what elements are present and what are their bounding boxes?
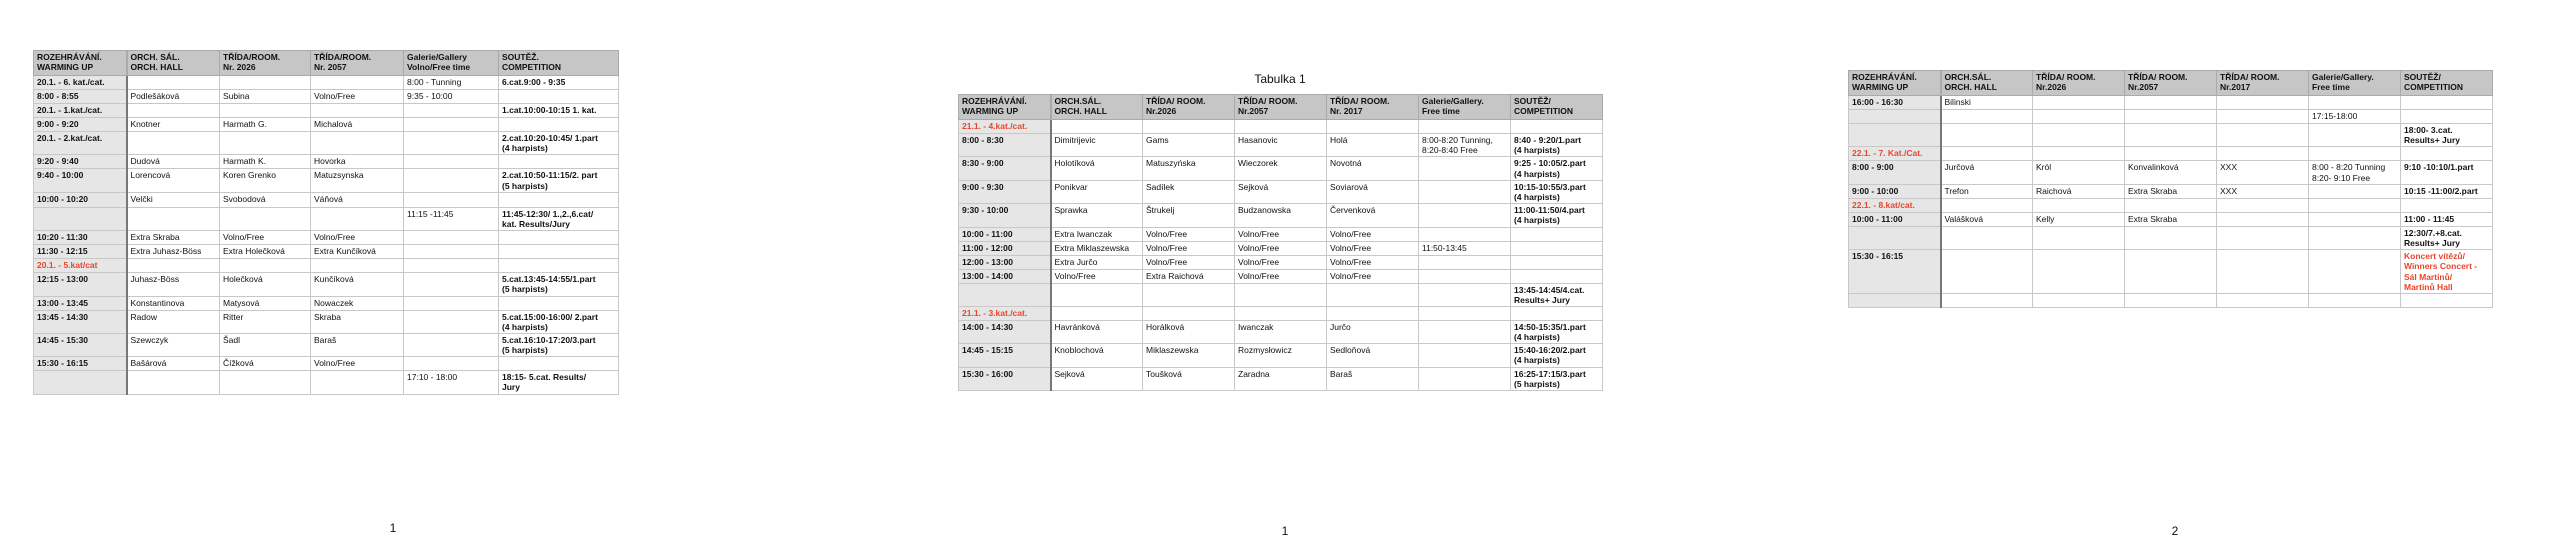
time-cell: 11:30 - 12:15 bbox=[34, 245, 127, 259]
table-cell: Kelly bbox=[2033, 212, 2125, 226]
table-cell bbox=[2309, 184, 2401, 198]
table-cell bbox=[2217, 96, 2309, 110]
table-row bbox=[1849, 161, 2493, 184]
table-cell bbox=[2309, 212, 2401, 226]
table-cell bbox=[2125, 198, 2217, 212]
time-cell: 20.1. - 5.kat/cat bbox=[34, 259, 127, 273]
column-header: SOUTĚŽ. COMPETITION bbox=[499, 51, 619, 76]
table-cell: Volno/Free bbox=[1235, 255, 1327, 269]
page-number: 1 bbox=[389, 521, 397, 535]
time-cell: 15:30 - 16:15 bbox=[1849, 250, 1941, 294]
column-header: ROZEHRÁVÁNÍ. WARMING UP bbox=[34, 51, 127, 76]
column-header: TŘÍDA/ROOM. Nr. 2026 bbox=[220, 51, 311, 76]
column-header: TŘÍDA/ ROOM. Nr. 2017 bbox=[1327, 95, 1419, 120]
time-cell: 13:45 - 14:30 bbox=[34, 310, 127, 333]
competition-cell bbox=[2401, 198, 2493, 212]
table-cell: Volno/Free bbox=[1235, 227, 1327, 241]
table-cell bbox=[2033, 250, 2125, 294]
time-cell: 20.1. - 1.kat./cat. bbox=[34, 104, 127, 118]
table-cell: 17:10 - 18:00 bbox=[404, 371, 499, 394]
competition-cell: 5.cat.16:10-17:20/3.part (5 harpists) bbox=[499, 333, 619, 356]
table-cell: Juhasz-Böss bbox=[127, 273, 220, 296]
table-cell: Baraš bbox=[311, 333, 404, 356]
time-cell: 12:00 - 13:00 bbox=[959, 255, 1051, 269]
table-cell: Subina bbox=[220, 90, 311, 104]
column-header: Galerie/Gallery. Free time bbox=[1419, 95, 1511, 120]
table-cell: Lorencová bbox=[127, 169, 220, 192]
table-cell: Červenková bbox=[1327, 204, 1419, 227]
page-number: 1 bbox=[1281, 524, 1289, 538]
competition-cell: 5.cat.15:00-16:00/ 2.part (4 harpists) bbox=[499, 310, 619, 333]
column-header: ORCH.SÁL. ORCH. HALL bbox=[1941, 71, 2033, 96]
table-cell: Konvalinková bbox=[2125, 161, 2217, 184]
competition-cell: 1.cat.10:00-10:15 1. kat. bbox=[499, 104, 619, 118]
table-cell: Rozmysłowicz bbox=[1235, 344, 1327, 367]
table-cell bbox=[2217, 147, 2309, 161]
table-cell bbox=[2033, 293, 2125, 307]
table-cell: Matuzsynska bbox=[311, 169, 404, 192]
column-header: TŘÍDA/ROOM. Nr. 2057 bbox=[311, 51, 404, 76]
table-cell: Baraš bbox=[1327, 367, 1419, 390]
table-cell: Knoblochová bbox=[1051, 344, 1143, 367]
competition-cell: 16:25-17:15/3.part (5 harpists) bbox=[1511, 367, 1603, 390]
time-cell: 8:00 - 8:30 bbox=[959, 134, 1051, 157]
table-cell bbox=[2033, 124, 2125, 147]
table-cell: 9:35 - 10:00 bbox=[404, 90, 499, 104]
table-cell bbox=[1941, 226, 2033, 249]
competition-cell: Koncert vítězů/ Winners Concert - Sál Martinů/ Martinů Hall bbox=[2401, 250, 2493, 294]
time-cell: 8:00 - 8:55 bbox=[34, 90, 127, 104]
table-cell: Volno/Free bbox=[1143, 241, 1235, 255]
table-cell: Ritter bbox=[220, 310, 311, 333]
time-cell: 14:00 - 14:30 bbox=[959, 320, 1051, 343]
competition-cell: 15:40-16:20/2.part (4 harpists) bbox=[1511, 344, 1603, 367]
competition-cell: 8:40 - 9:20/1.part (4 harpists) bbox=[1511, 134, 1603, 157]
competition-cell bbox=[2401, 293, 2493, 307]
competition-cell: 2.cat.10:20-10:45/ 1.part (4 harpists) bbox=[499, 132, 619, 155]
table-cell: Volno/Free bbox=[1327, 227, 1419, 241]
time-cell: 9:20 - 9:40 bbox=[34, 155, 127, 169]
column-header: TŘÍDA/ ROOM. Nr.2026 bbox=[1143, 95, 1235, 120]
table-row bbox=[1849, 250, 2493, 294]
table-cell: Knotner bbox=[127, 118, 220, 132]
table-cell bbox=[2217, 124, 2309, 147]
table-cell: Holotíková bbox=[1051, 157, 1143, 180]
table-cell bbox=[2309, 96, 2401, 110]
competition-cell: 11:45-12:30/ 1.,2.,6.cat/ kat. Results/Jury bbox=[499, 207, 619, 230]
table-cell: Wieczorek bbox=[1235, 157, 1327, 180]
table-cell: Trefon bbox=[1941, 184, 2033, 198]
table-cell: Soviarová bbox=[1327, 180, 1419, 203]
time-cell: 14:45 - 15:15 bbox=[959, 344, 1051, 367]
competition-cell bbox=[2401, 110, 2493, 124]
table-cell bbox=[2033, 110, 2125, 124]
table-cell: Harmath K. bbox=[220, 155, 311, 169]
table-cell: Velčki bbox=[127, 192, 220, 207]
table-cell bbox=[2217, 250, 2309, 294]
table-cell: Extra Juhasz-Böss bbox=[127, 245, 220, 259]
time-cell: 15:30 - 16:00 bbox=[959, 367, 1051, 390]
table-cell bbox=[1941, 198, 2033, 212]
table-cell: Havránková bbox=[1051, 320, 1143, 343]
table-cell: Matysová bbox=[220, 296, 311, 310]
table-cell: Extra Skraba bbox=[2125, 212, 2217, 226]
table-cell: Volno/Free bbox=[1143, 255, 1235, 269]
table-cell: Extra Miklaszewska bbox=[1051, 241, 1143, 255]
table-cell bbox=[2217, 198, 2309, 212]
table-row bbox=[1849, 110, 2493, 124]
table-cell: Sejková bbox=[1235, 180, 1327, 203]
time-cell: 21.1. - 3.kat./cat. bbox=[959, 306, 1051, 320]
table-row bbox=[1849, 184, 2493, 198]
table-cell: Toušková bbox=[1143, 367, 1235, 390]
table-cell: Michalová bbox=[311, 118, 404, 132]
table-cell bbox=[1941, 147, 2033, 161]
table-cell bbox=[2033, 147, 2125, 161]
column-header: TŘÍDA/ ROOM. Nr.2017 bbox=[2217, 71, 2309, 96]
table-cell bbox=[2125, 147, 2217, 161]
table-cell: Svobodová bbox=[220, 192, 311, 207]
table-cell: Volno/Free bbox=[1235, 269, 1327, 283]
table-cell: Koren Grenko bbox=[220, 169, 311, 192]
column-header: SOUTĚŽ/ COMPETITION bbox=[2401, 71, 2493, 96]
table-cell: Šadl bbox=[220, 333, 311, 356]
table-cell: Novotná bbox=[1327, 157, 1419, 180]
table-cell: Szewczyk bbox=[127, 333, 220, 356]
table-cell bbox=[2309, 293, 2401, 307]
time-cell bbox=[1849, 293, 1941, 307]
competition-cell: 9:25 - 10:05/2.part (4 harpists) bbox=[1511, 157, 1603, 180]
time-cell: 14:45 - 15:30 bbox=[34, 333, 127, 356]
table-cell: Volno/Free bbox=[1327, 269, 1419, 283]
table-cell bbox=[2309, 198, 2401, 212]
table-cell: 11:15 -11:45 bbox=[404, 207, 499, 230]
competition-cell bbox=[2401, 96, 2493, 110]
time-cell: 11:00 - 12:00 bbox=[959, 241, 1051, 255]
table-cell: Volno/Free bbox=[311, 231, 404, 245]
competition-cell: 10:15 -11:00/2.part bbox=[2401, 184, 2493, 198]
table-cell: 8:00-8:20 Tunning, 8:20-8:40 Free bbox=[1419, 134, 1511, 157]
table-row bbox=[1849, 198, 2493, 212]
table-cell: Volno/Free bbox=[1235, 241, 1327, 255]
table-cell: Nowaczek bbox=[311, 296, 404, 310]
table-cell bbox=[2125, 293, 2217, 307]
time-cell: 20.1. - 2.kat./cat. bbox=[34, 132, 127, 155]
table-cell: 8:00 - Tunning bbox=[404, 76, 499, 90]
column-header: TŘÍDA/ ROOM. Nr.2057 bbox=[2125, 71, 2217, 96]
table-cell: Sadílek bbox=[1143, 180, 1235, 203]
column-header: SOUTĚŽ/ COMPETITION bbox=[1511, 95, 1603, 120]
table-cell: Hasanovic bbox=[1235, 134, 1327, 157]
competition-cell: 6.cat.9:00 - 9:35 bbox=[499, 76, 619, 90]
time-cell: 10:00 - 11:00 bbox=[959, 227, 1051, 241]
table-row bbox=[1849, 124, 2493, 147]
table-cell: Volno/Free bbox=[1051, 269, 1143, 283]
table-cell: Jurčová bbox=[1941, 161, 2033, 184]
table-cell bbox=[2309, 147, 2401, 161]
table-cell: Extra Raichová bbox=[1143, 269, 1235, 283]
table-caption: Tabulka 1 bbox=[1254, 72, 1306, 86]
column-header: Galerie/Gallery. Free time bbox=[2309, 71, 2401, 96]
table-cell: Budzanowska bbox=[1235, 204, 1327, 227]
table-cell: Miklaszewska bbox=[1143, 344, 1235, 367]
time-cell: 10:00 - 11:00 bbox=[1849, 212, 1941, 226]
table-cell bbox=[2125, 226, 2217, 249]
time-cell bbox=[1849, 124, 1941, 147]
table-cell: Zaradna bbox=[1235, 367, 1327, 390]
time-cell bbox=[1849, 226, 1941, 249]
table-cell bbox=[2125, 96, 2217, 110]
table-cell bbox=[2217, 212, 2309, 226]
competition-cell: 11:00 - 11:45 bbox=[2401, 212, 2493, 226]
table-cell bbox=[2033, 96, 2125, 110]
competition-cell: 12:30/7.+8.cat. Results+ Jury bbox=[2401, 226, 2493, 249]
table-cell: Radow bbox=[127, 310, 220, 333]
table-cell: Matuszyńska bbox=[1143, 157, 1235, 180]
table-cell bbox=[2033, 198, 2125, 212]
table-cell: Sprawka bbox=[1051, 204, 1143, 227]
time-cell: 22.1. - 7. Kat./Cat. bbox=[1849, 147, 1941, 161]
column-header: ORCH. SÁL. ORCH. HALL bbox=[127, 51, 220, 76]
column-header: ROZEHRÁVÁNÍ. WARMING UP bbox=[959, 95, 1051, 120]
table-cell: Čížková bbox=[220, 357, 311, 371]
table-cell: 8:00 - 8:20 Tunning 8:20- 9:10 Free bbox=[2309, 161, 2401, 184]
table-cell: Volno/Free bbox=[220, 231, 311, 245]
table-cell: XXX bbox=[2217, 161, 2309, 184]
table-cell: Extra Skraba bbox=[127, 231, 220, 245]
table-cell: Gams bbox=[1143, 134, 1235, 157]
table-cell: 11:50-13:45 bbox=[1419, 241, 1511, 255]
table-cell: Štrukelj bbox=[1143, 204, 1235, 227]
table-cell: Bilinski bbox=[1941, 96, 2033, 110]
time-cell: 15:30 - 16:15 bbox=[34, 357, 127, 371]
table-cell bbox=[2125, 110, 2217, 124]
table-cell: Dimitrijevic bbox=[1051, 134, 1143, 157]
time-cell: 9:00 - 9:20 bbox=[34, 118, 127, 132]
table-cell: Váňová bbox=[311, 192, 404, 207]
time-cell: 13:00 - 13:45 bbox=[34, 296, 127, 310]
table-cell: Harmath G. bbox=[220, 118, 311, 132]
table-cell: Volno/Free bbox=[1143, 227, 1235, 241]
time-cell: 10:00 - 10:20 bbox=[34, 192, 127, 207]
table-cell: Extra Jurčo bbox=[1051, 255, 1143, 269]
time-cell: 13:00 - 14:00 bbox=[959, 269, 1051, 283]
table-cell: Iwanczak bbox=[1235, 320, 1327, 343]
table-cell: Volno/Free bbox=[311, 90, 404, 104]
table-cell bbox=[1941, 250, 2033, 294]
header-row bbox=[1849, 71, 2493, 96]
table-cell: Valášková bbox=[1941, 212, 2033, 226]
time-cell: 8:30 - 9:00 bbox=[959, 157, 1051, 180]
time-cell: 9:00 - 9:30 bbox=[959, 180, 1051, 203]
table-cell: Raichová bbox=[2033, 184, 2125, 198]
table-cell: Dudová bbox=[127, 155, 220, 169]
table-cell: Podlešáková bbox=[127, 90, 220, 104]
table-cell: Król bbox=[2033, 161, 2125, 184]
column-header: TŘÍDA/ ROOM. Nr.2026 bbox=[2033, 71, 2125, 96]
competition-cell: 11:00-11:50/4.part (4 harpists) bbox=[1511, 204, 1603, 227]
competition-cell: 5.cat.13:45-14:55/1.part (5 harpists) bbox=[499, 273, 619, 296]
time-cell: 20.1. - 6. kat./cat. bbox=[34, 76, 127, 90]
table-cell: Extra Skraba bbox=[2125, 184, 2217, 198]
table-row bbox=[1849, 293, 2493, 307]
competition-cell: 18:15- 5.cat. Results/ Jury bbox=[499, 371, 619, 394]
table-cell: Extra Holečková bbox=[220, 245, 311, 259]
column-header: ORCH.SÁL. ORCH. HALL bbox=[1051, 95, 1143, 120]
time-cell: 9:30 - 10:00 bbox=[959, 204, 1051, 227]
table-cell: Bašárová bbox=[127, 357, 220, 371]
table-cell: XXX bbox=[2217, 184, 2309, 198]
table-cell bbox=[1941, 110, 2033, 124]
column-header: Galerie/Gallery Volno/Free time bbox=[404, 51, 499, 76]
table-cell: Volno/Free bbox=[1327, 241, 1419, 255]
time-cell: 22.1. - 8.kat/cat. bbox=[1849, 198, 1941, 212]
table-cell bbox=[2309, 226, 2401, 249]
table-row bbox=[1849, 147, 2493, 161]
time-cell: 8:00 - 9:00 bbox=[1849, 161, 1941, 184]
table-cell bbox=[2217, 226, 2309, 249]
table-cell: Jurčo bbox=[1327, 320, 1419, 343]
competition-cell bbox=[2401, 147, 2493, 161]
table-cell: Extra Kunčíková bbox=[311, 245, 404, 259]
time-cell: 9:00 - 10:00 bbox=[1849, 184, 1941, 198]
table-cell: Holá bbox=[1327, 134, 1419, 157]
table-cell: Hovorka bbox=[311, 155, 404, 169]
schedule-table-3 bbox=[1848, 70, 2493, 308]
time-cell bbox=[1849, 110, 1941, 124]
table-cell bbox=[2309, 250, 2401, 294]
table-cell: Sedloňová bbox=[1327, 344, 1419, 367]
time-cell: 12:15 - 13:00 bbox=[34, 273, 127, 296]
table-cell: Kunčíková bbox=[311, 273, 404, 296]
table-cell: Skraba bbox=[311, 310, 404, 333]
table-cell: Extra Iwanczak bbox=[1051, 227, 1143, 241]
competition-cell: 14:50-15:35/1.part (4 harpists) bbox=[1511, 320, 1603, 343]
table-cell bbox=[2125, 250, 2217, 294]
page-number: 2 bbox=[2171, 524, 2179, 538]
table-cell: Volno/Free bbox=[1327, 255, 1419, 269]
table-cell bbox=[2217, 110, 2309, 124]
table-cell bbox=[2033, 226, 2125, 249]
competition-cell: 9:10 -10:10/1.part bbox=[2401, 161, 2493, 184]
column-header: TŘÍDA/ ROOM. Nr.2057 bbox=[1235, 95, 1327, 120]
competition-cell: 18:00- 3.cat. Results+ Jury bbox=[2401, 124, 2493, 147]
table-cell: Holečková bbox=[220, 273, 311, 296]
table-cell bbox=[2217, 293, 2309, 307]
column-header: ROZEHRÁVÁNÍ. WARMING UP bbox=[1849, 71, 1941, 96]
time-cell: 16:00 - 16:30 bbox=[1849, 96, 1941, 110]
table-cell: Sejková bbox=[1051, 367, 1143, 390]
table-cell bbox=[2125, 124, 2217, 147]
table-cell: Konstantinova bbox=[127, 296, 220, 310]
competition-cell: 13:45-14:45/4.cat. Results+ Jury bbox=[1511, 283, 1603, 306]
time-cell: 10:20 - 11:30 bbox=[34, 231, 127, 245]
time-cell: 9:40 - 10:00 bbox=[34, 169, 127, 192]
competition-cell: 2.cat.10:50-11:15/2. part (5 harpists) bbox=[499, 169, 619, 192]
table-cell bbox=[2309, 124, 2401, 147]
table-cell: Ponikvar bbox=[1051, 180, 1143, 203]
table-cell: Volno/Free bbox=[311, 357, 404, 371]
table-cell bbox=[1941, 293, 2033, 307]
time-cell: 21.1. - 4.kat./cat. bbox=[959, 120, 1051, 134]
table-row bbox=[1849, 212, 2493, 226]
table-cell bbox=[1941, 124, 2033, 147]
table-cell: 17:15-18:00 bbox=[2309, 110, 2401, 124]
table-row bbox=[1849, 96, 2493, 110]
competition-cell: 10:15-10:55/3.part (4 harpists) bbox=[1511, 180, 1603, 203]
table-row bbox=[1849, 226, 2493, 249]
table-cell: Horálková bbox=[1143, 320, 1235, 343]
